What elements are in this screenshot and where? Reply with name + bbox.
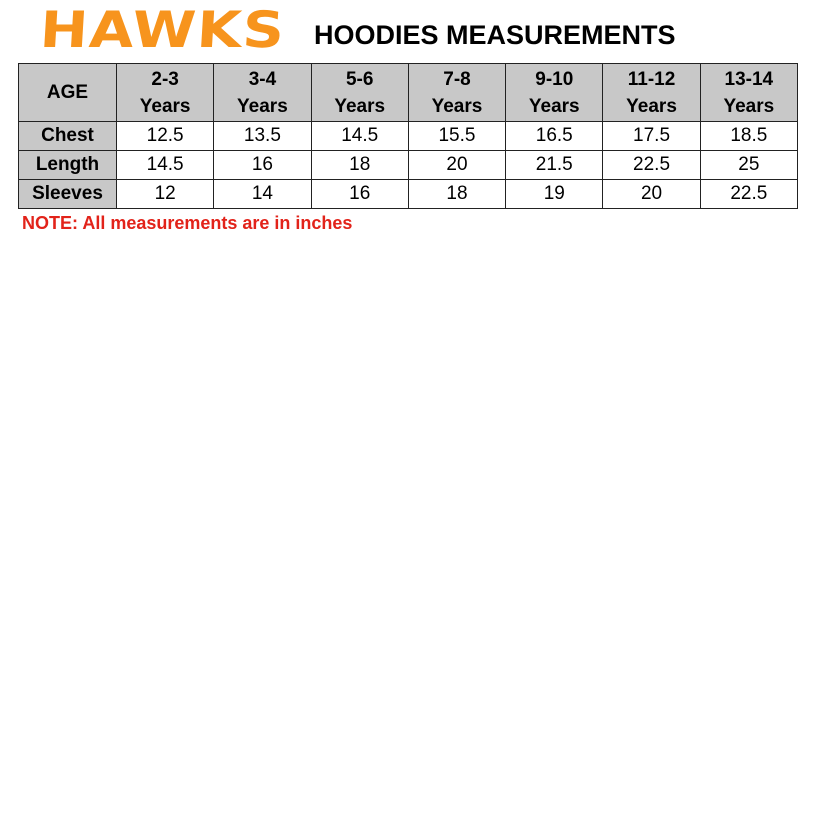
column-header xyxy=(311,64,408,122)
table-cell: 22.5 xyxy=(603,151,700,180)
table-cell: 16 xyxy=(214,151,311,180)
age-unit: Years xyxy=(431,95,483,117)
note-text: NOTE: All measurements are in inches xyxy=(22,213,353,233)
age-unit: Years xyxy=(723,95,775,117)
logo-text: HAWKS xyxy=(38,1,287,59)
table-cell: 22.5 xyxy=(700,180,797,209)
age-header: AGE xyxy=(19,64,117,122)
table-cell: 14 xyxy=(214,180,311,209)
age-unit: Years xyxy=(528,95,580,117)
age-range: 7-8 xyxy=(443,68,471,90)
brand-logo xyxy=(38,1,287,59)
table-cell: 20 xyxy=(603,180,700,209)
table-row xyxy=(19,122,798,151)
age-unit: Years xyxy=(237,95,288,117)
table-cell: 12 xyxy=(117,180,214,209)
table-cell: 14.5 xyxy=(311,122,408,151)
table-cell: 18.5 xyxy=(700,122,797,151)
measurements-table xyxy=(18,63,798,209)
column-header xyxy=(408,64,505,122)
column-header xyxy=(506,64,603,122)
table-cell: 15.5 xyxy=(408,122,505,151)
age-range: 5-6 xyxy=(345,68,374,90)
age-range: 11-12 xyxy=(627,68,676,90)
table-cell: 20 xyxy=(408,151,505,180)
table-cell: 12.5 xyxy=(117,122,214,151)
table-row xyxy=(19,151,798,180)
age-unit: Years xyxy=(626,95,677,117)
age-range: 3-4 xyxy=(248,68,277,90)
page-title: HOODIES MEASUREMENTS xyxy=(314,20,676,50)
table-cell: 16.5 xyxy=(506,122,603,151)
row-label: Length xyxy=(19,151,117,180)
table-cell: 25 xyxy=(700,151,797,180)
table-cell: 19 xyxy=(506,180,603,209)
row-label: Sleeves xyxy=(19,180,117,209)
table-cell: 18 xyxy=(408,180,505,209)
age-range: 13-14 xyxy=(724,68,774,90)
table-cell: 18 xyxy=(311,151,408,180)
age-unit: Years xyxy=(334,95,386,117)
table-header-row xyxy=(19,64,798,122)
table-row xyxy=(19,180,798,209)
age-unit: Years xyxy=(139,95,191,117)
table-cell: 17.5 xyxy=(603,122,700,151)
age-range: 9-10 xyxy=(535,68,574,90)
column-header xyxy=(214,64,311,122)
table-cell: 13.5 xyxy=(214,122,311,151)
table-cell: 16 xyxy=(311,180,408,209)
column-header xyxy=(700,64,797,122)
table-cell: 21.5 xyxy=(506,151,603,180)
row-label: Chest xyxy=(19,122,117,151)
table-cell: 14.5 xyxy=(117,151,214,180)
column-header xyxy=(603,64,700,122)
column-header xyxy=(117,64,214,122)
age-range: 2-3 xyxy=(151,68,179,90)
